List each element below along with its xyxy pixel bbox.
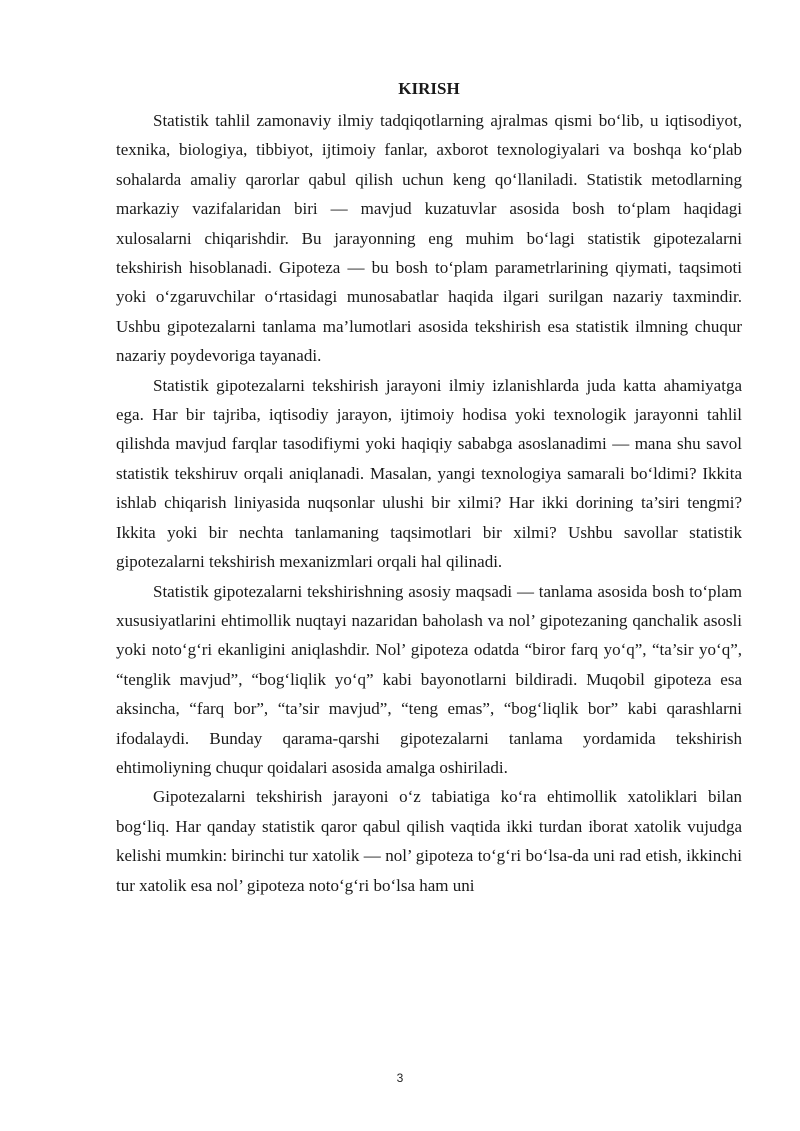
paragraph-3: Statistik gipotezalarni tekshirishning asosiy maqsadi — tanlama asosida bosh to‘plam xususiyatlarini ehtimollik nuqtayi nazaridan baholash va nol’ gipotezaning qanchalik asosli yoki noto‘g‘ri ekanligini aniqlashdir. Nol’ gipoteza odatda “biror farq yo‘q”, “ta’sir yo‘q”, “tenglik mavjud”, “bog‘liqlik yo‘q” kabi bayonotlarni bildiradi. Muqobil gipoteza esa aksincha, “farq bor”, “ta’sir mavjud”, “teng emas”, “bog‘liqlik bor” kabi qarashlarni ifodalaydi. Bunday qarama-qarshi gipotezalarni tanlama yordamida tekshirish ehtimoliyning chuqur qoidalari asosida amalga oshiriladi. [116, 581, 742, 777]
paragraph-2: Statistik gipotezalarni tekshirish jarayoni ilmiy izlanishlarda juda katta ahamiyatga ega. Har bir tajriba, iqtisodiy jarayon, ijtimoiy hodisa yoki texnologik jarayonni tahlil qilishda mavjud farqlar tasodifiymi yoki haqiqiy sababga asoslanadimi — mana shu savol statistik tekshiruv orqali aniqlanadi. Masalan, yangi texnologiya samarali bo‘ldimi? Ikkita ishlab chiqarish liniyasida nuqsonlar ulushi bir xilmi? Har ikki dorining ta’siri tengmi? Ikkita yoki bir nechta tanlamaning taqsimotlari bir xilmi? Ushbu savollar statistik gipotezalarni tekshirish mexanizmlari orqali hal qilinadi. [116, 375, 742, 572]
section-heading: KIRISH [398, 79, 460, 98]
page-body [116, 76, 742, 900]
paragraph-1: Statistik tahlil zamonaviy ilmiy tadqiqotlarning ajralmas qismi bo‘lib, u iqtisodiyot, texnika, biologiya, tibbiyot, ijtimoiy fanlar, axborot texnologiyalari va boshqa ko‘plab sohalarda amaliy qarorlar qabul qilish uchun keng qo‘llaniladi. Statistik metodlarning markaziy vazifalaridan biri — mavjud kuzatuvlar asosida bosh to‘plam haqidagi xulosalarni chiqarishdir. Bu jarayonning eng muhim bo‘lagi statistik gipotezalarni tekshirish hisoblanadi. Gipoteza — bu bosh to‘plam parametrlarining qiymati, taqsimoti yoki o‘zgaruvchilar o‘rtasidagi munosabatlar haqida ilgari surilgan nazariy taxmindir. Ushbu gipotezalarni tanlama ma’lumotlari asosida tekshirish esa statistik ilmning chuqur nazariy poydevoriga tayanadi. [116, 111, 742, 366]
paragraph-4: Gipotezalarni tekshirish jarayoni o‘z tabiatiga ko‘ra ehtimollik xatoliklari bilan bog‘liq. Har qanday statistik qaror qabul qilish vaqtida ikki turdan iborat xatolik vujudga kelishi mumkin: birinchi tur xatolik — nol’ gipoteza to‘g‘ri bo‘lsa-da uni rad etish, ikkinchi tur xatolik esa nol’ gipoteza noto‘g‘ri bo‘lsa ham uni [116, 787, 742, 895]
page-number: 3 [396, 1071, 404, 1085]
